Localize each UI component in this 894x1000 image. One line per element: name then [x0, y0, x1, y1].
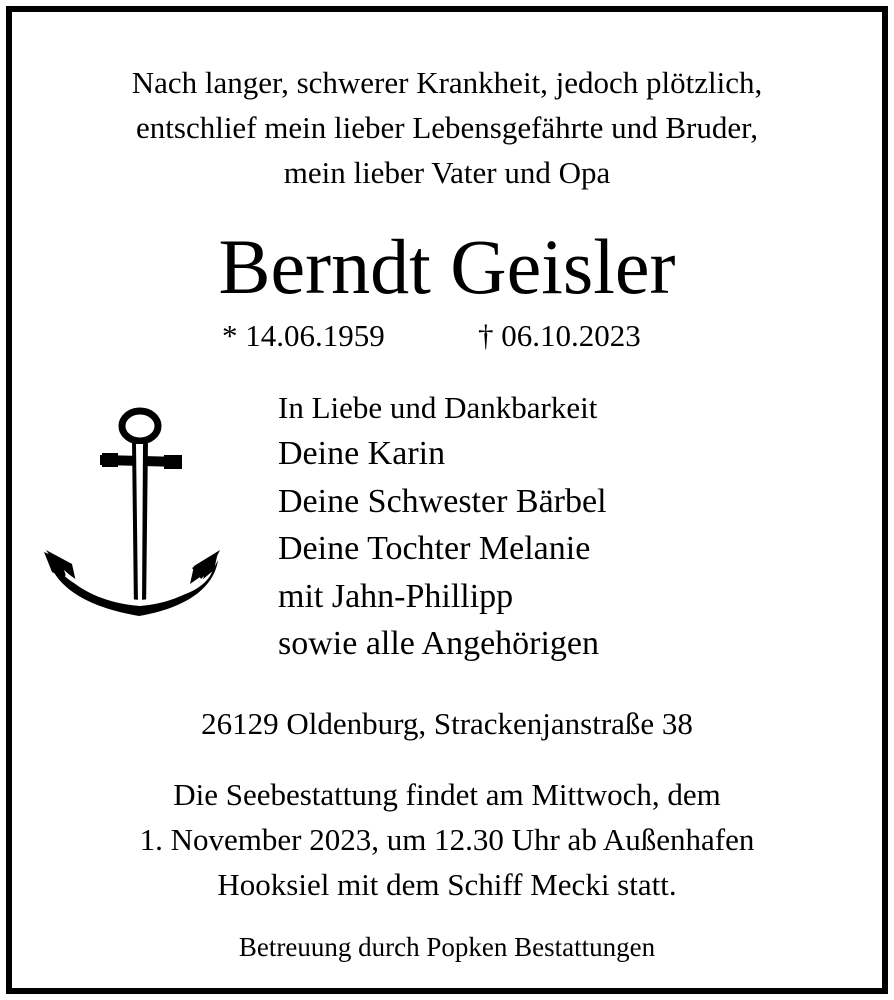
intro-line: mein lieber Vater und Opa [283, 155, 611, 190]
intro-line: Nach langer, schwerer Krankheit, jedoch plötzlich, [131, 65, 763, 100]
funeral-line: Die Seebestattung findet am Mittwoch, dem [173, 777, 721, 812]
deceased-name: Berndt Geisler [218, 223, 676, 310]
undertaker-line: Betreuung durch Popken Bestattungen [238, 932, 656, 962]
address-line: 26129 Oldenburg, Strackenjanstraße 38 [201, 706, 693, 741]
obituary-frame [6, 6, 888, 994]
funeral-line: Hooksiel mit dem Schiff Mecki statt. [217, 867, 677, 902]
anchor-icon [42, 400, 220, 632]
greeting-line: In Liebe und Dankbarkeit [278, 390, 598, 425]
mourner-line: Deine Schwester Bärbel [278, 482, 607, 520]
death-date: † 06.10.2023 [478, 318, 641, 353]
mourner-line: mit Jahn-Phillipp [278, 577, 514, 615]
mourners-block [278, 386, 607, 668]
mourner-line: sowie alle Angehörigen [278, 625, 600, 662]
mourner-line: Deine Tochter Melanie [278, 530, 591, 567]
intro-text [12, 60, 882, 195]
mourner-line: Deine Karin [278, 435, 446, 472]
intro-line: entschlief mein lieber Lebensgefährte und Bruder, [136, 110, 758, 145]
funeral-info [12, 772, 882, 907]
birth-date: * 14.06.1959 [222, 318, 385, 353]
funeral-line: 1. November 2023, um 12.30 Uhr ab Außenhafen [139, 822, 755, 857]
